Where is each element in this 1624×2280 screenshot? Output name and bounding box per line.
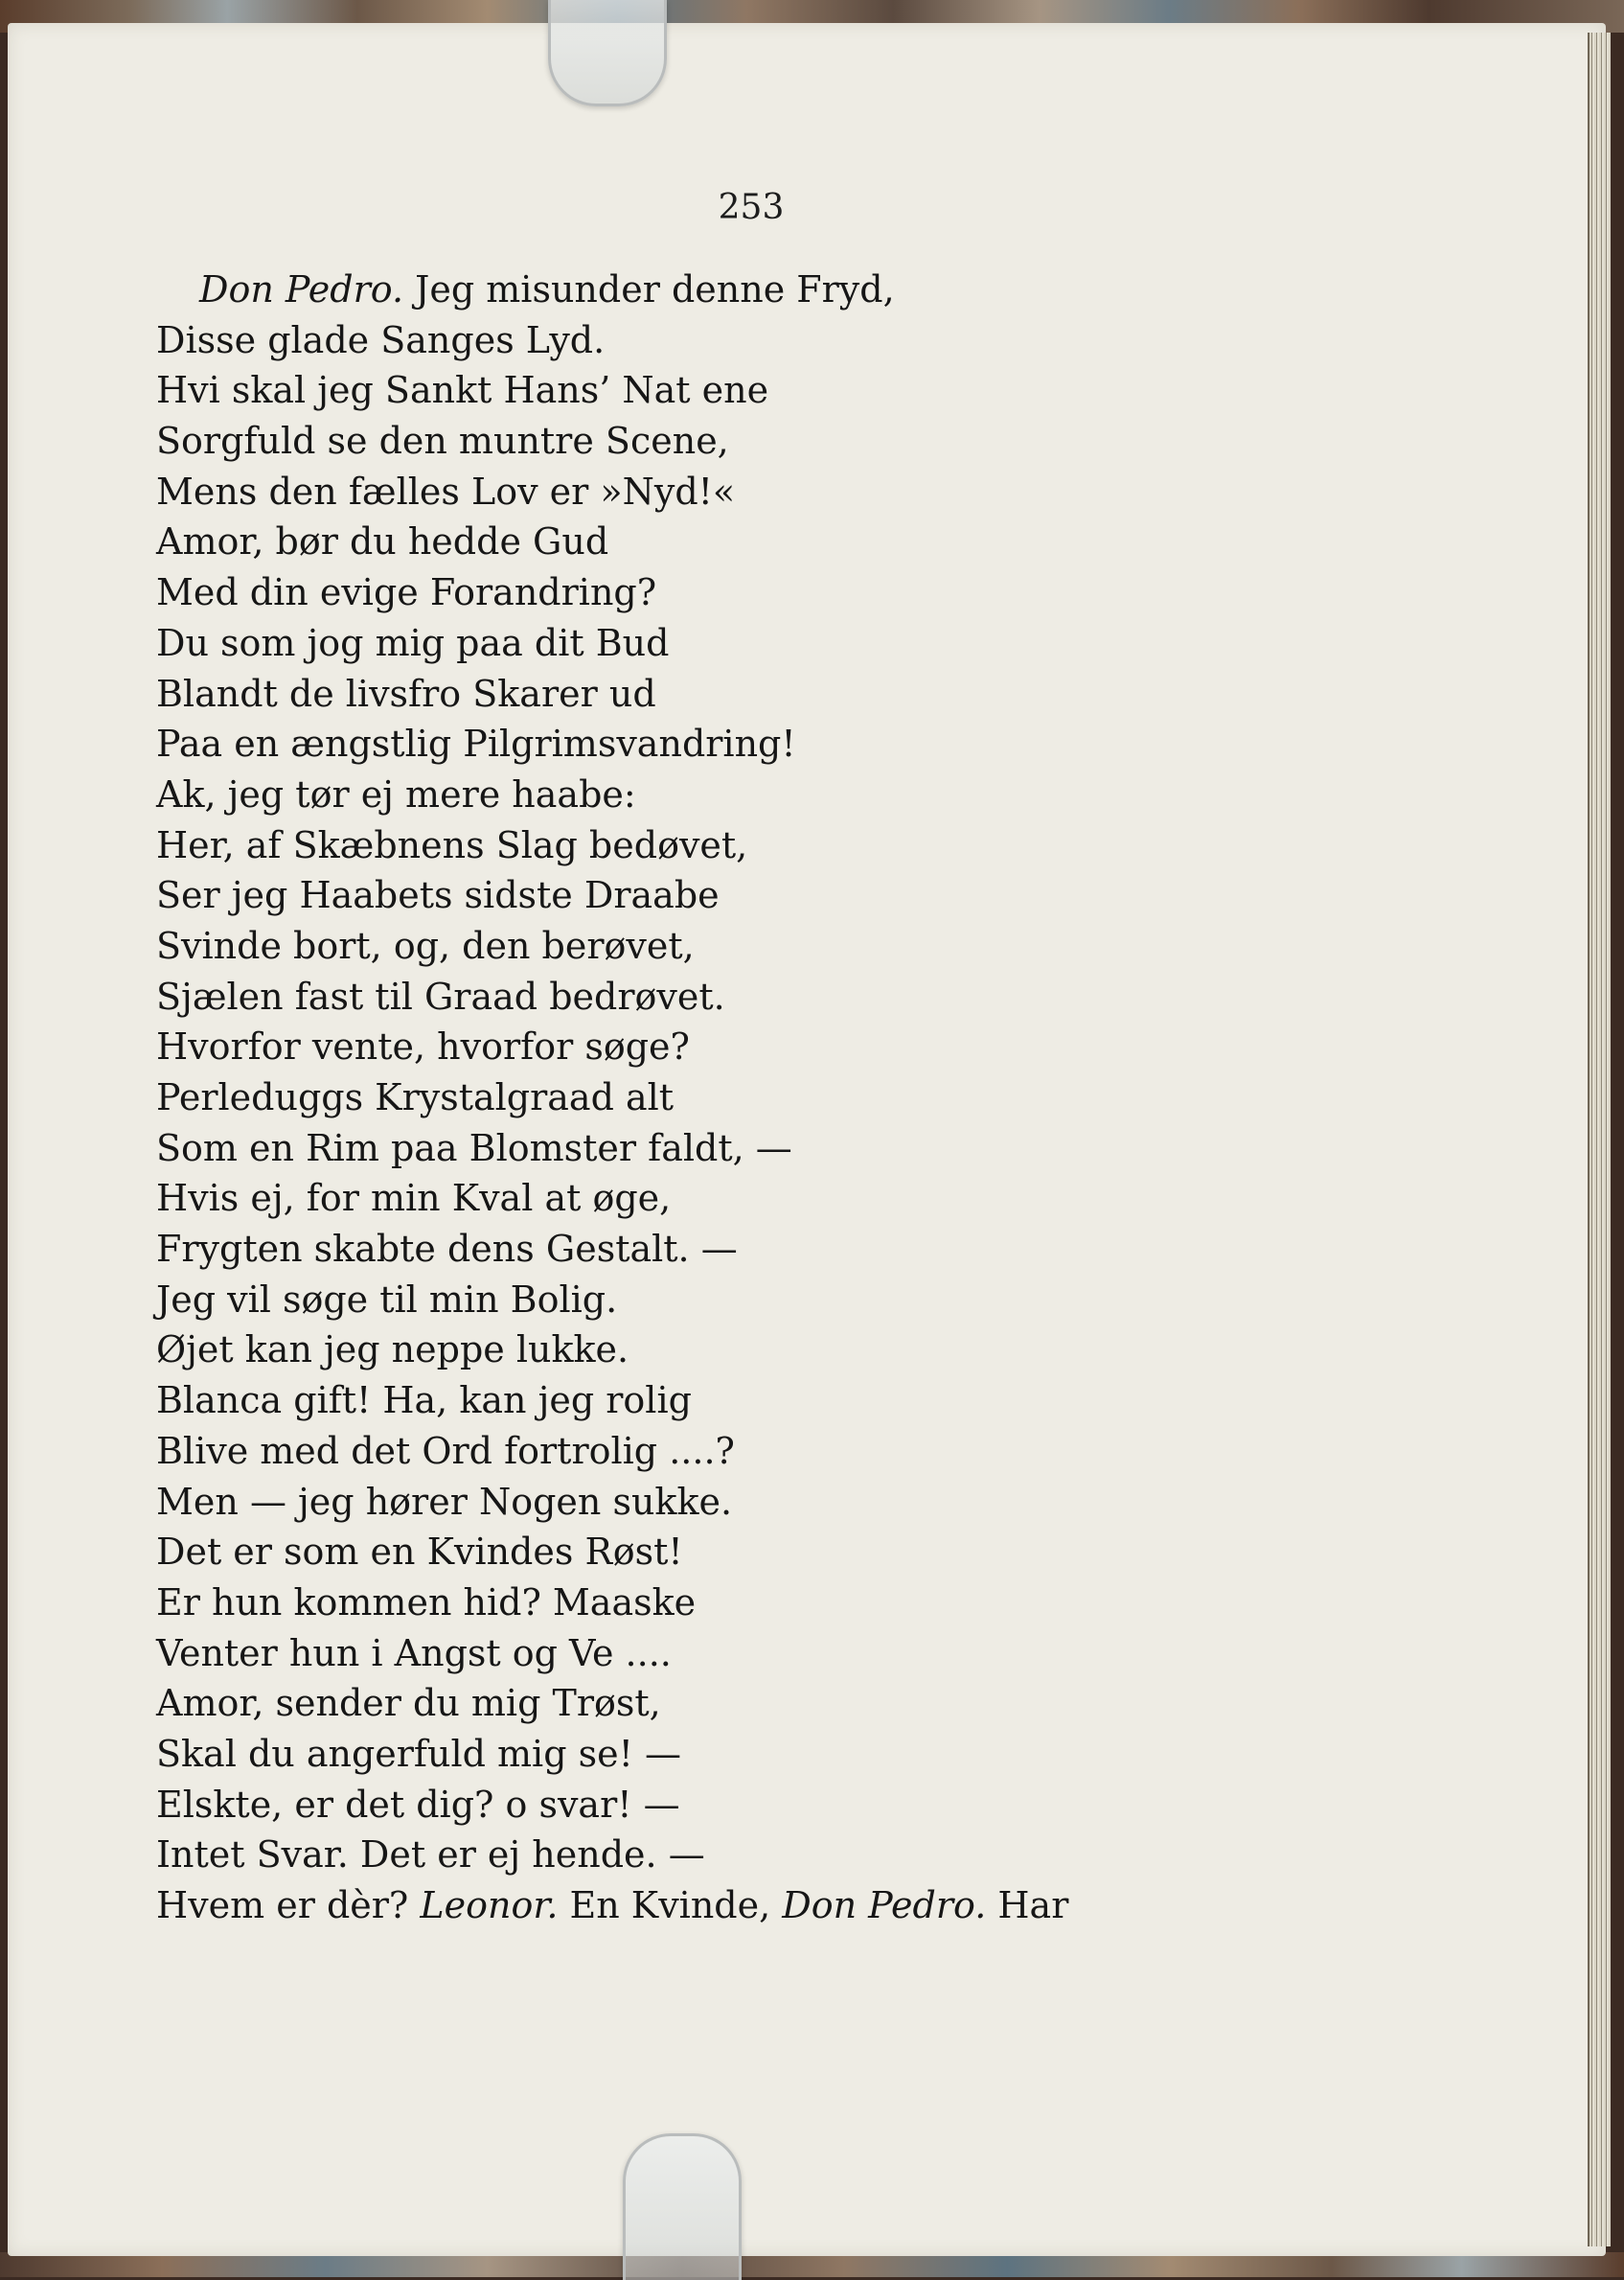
verse-line: Med din evige Forandring? [156,571,657,614]
verse-text-span: En Kvinde, [569,1884,771,1926]
verse-text-span: Jeg misunder denne Fryd, [415,268,895,311]
verse-line: Disse glade Sanges Lyd. [156,318,606,361]
page-number: 253 [718,188,785,227]
verse-line: Frygten skabte dens Gestalt. — [156,1228,738,1271]
verse-line: Sorgfuld se den muntre Scene, [156,420,729,463]
page-clip-bottom [623,2133,742,2280]
verse-line: Det er som en Kvindes Røst! [156,1531,683,1574]
verse-line: Elskte, er det dig? o svar! — [156,1783,680,1826]
speaker-name: Don Pedro. [199,268,404,311]
verse-line: Er hun kommen hid? Maaske [156,1580,697,1624]
verse-line: Venter hun i Angst og Ve .... [156,1631,672,1674]
verse-line: Ak, jeg tør ej mere haabe: [156,772,636,816]
verse-line: Jeg vil søge til min Bolig. [156,1278,618,1321]
speaker-name: Leonor. [420,1884,559,1926]
verse-line: Du som jog mig paa dit Bud [156,621,670,664]
verse-line: Perleduggs Krystalgraad alt [156,1076,675,1118]
speaker-name: Don Pedro. [782,1884,987,1926]
verse-line-final [156,1880,1068,1931]
verse-line: Amor, sender du mig Trøst, [156,1682,661,1725]
verse-line: Blive med det Ord fortrolig ....? [156,1429,735,1472]
verse-line: Blanca gift! Ha, kan jeg rolig [156,1379,692,1422]
page-edges [1588,33,1611,2246]
verse-text [156,265,1068,1931]
verse-text-span: Hvem er dèr? [156,1884,409,1926]
verse-line: Svinde bort, og, den berøvet, [156,924,695,967]
verse-line: Men — jeg hører Nogen sukke. [156,1480,733,1523]
verse-line: Intet Svar. Det er ej hende. — [156,1833,705,1877]
verse-line: Hvi skal jeg Sankt Hans’ Nat ene [156,369,769,412]
page-clip-top [548,0,667,106]
verse-line: Amor, bør du hedde Gud [156,520,609,564]
verse-line: Blandt de livsfro Skarer ud [156,672,656,715]
verse-line: Som en Rim paa Blomster faldt, — [156,1126,792,1169]
verse-line-opening [156,265,1068,315]
verse-line: Hvis ej, for min Kval at øge, [156,1177,672,1220]
verse-line: Mens den fælles Lov er »Nyd!« [156,470,736,513]
verse-line: Skal du angerfuld mig se! — [156,1732,681,1775]
verse-line: Øjet kan jeg neppe lukke. [156,1328,629,1371]
verse-line: Sjælen fast til Graad bedrøvet. [156,975,725,1018]
verse-line: Ser jeg Haabets sidste Draabe [156,874,720,917]
verse-text-span: Har [997,1884,1069,1926]
verse-line: Hvorfor vente, hvorfor søge? [156,1025,690,1069]
verse-line: Her, af Skæbnens Slag bedøvet, [156,823,748,866]
verse-line: Paa en ængstlig Pilgrimsvandring! [156,723,796,766]
